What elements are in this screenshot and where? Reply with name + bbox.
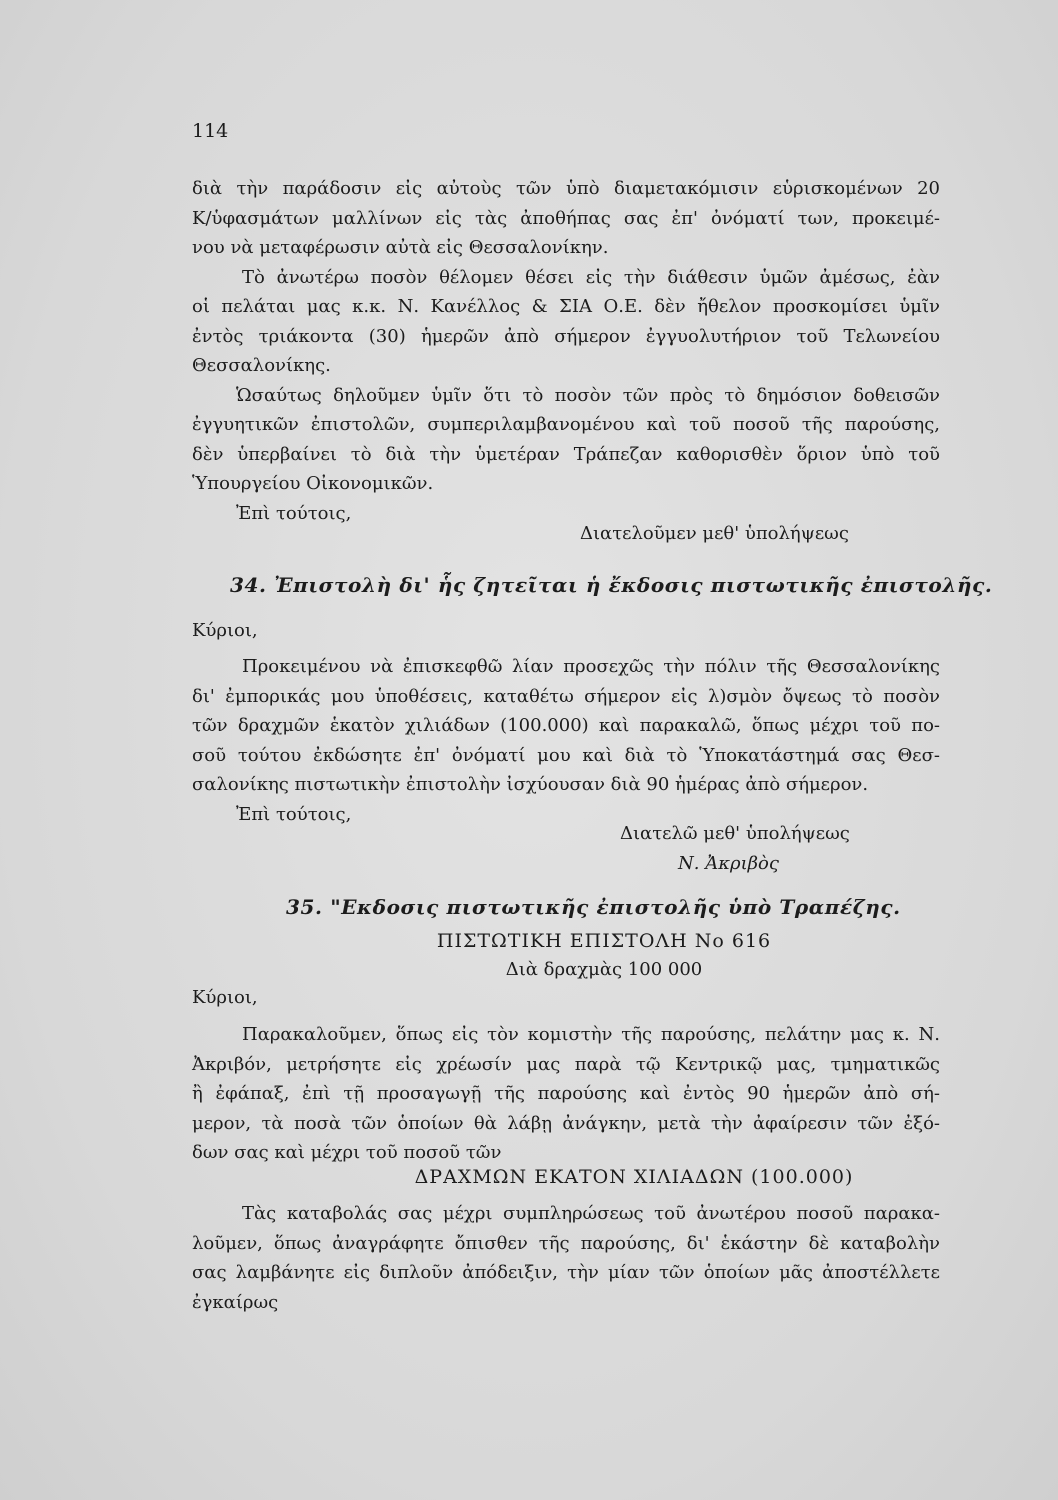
- section-title: "Εκδοσις πιστωτικῆς ἐπιστολῆς ὑπὸ Τραπέζης.: [330, 895, 901, 919]
- section-number: 35.: [286, 895, 323, 919]
- text-line: σαλονίκης πιστωτικὴν ἐπιστολὴν ἰσχύουσαν διὰ 90 ἡμέρας ἀπὸ σήμερον.: [192, 774, 869, 795]
- credit-letter-body-continued: [192, 1199, 940, 1317]
- text-line: Τὸ ἀνωτέρω ποσὸν θέλομεν θέσει εἰς τὴν διάθεσιν ὑμῶν ἀμέσως, ἐὰν: [242, 266, 940, 288]
- text-line: Ὡσαύτως δηλοῦμεν ὑμῖν ὅτι τὸ ποσὸν τῶν πρὸς τὸ δημόσιον δοθεισῶν: [236, 384, 940, 406]
- signature: Ν. Ἀκριβὸς: [678, 853, 779, 874]
- text-line: ἐγγυητικῶν ἐπιστολῶν, συμπεριλαμβανομένου καὶ τοῦ ποσοῦ τῆς παρούσης,: [192, 414, 940, 435]
- text-line: λοῦμεν, ὅπως ἀναγράφητε ὄπισθεν τῆς παρούσης, δι' ἑκάστην δὲ καταβολὴν: [192, 1232, 940, 1254]
- section-34-heading: [230, 573, 992, 597]
- text-line: Τὰς καταβολάς σας μέχρι συμπληρώσεως τοῦ ἀνωτέρου ποσοῦ παρακα-: [242, 1203, 940, 1224]
- amount-in-words: ΔΡΑΧΜΩΝ ΕΚΑΤΟΝ ΧΙΛΙΑΔΩΝ (100.000): [414, 1166, 854, 1188]
- document-title: ΠΙΣΤΩΤΙΚΗ ΕΠΙΣΤΟΛΗ Νο 616: [436, 930, 772, 952]
- letter-body: [192, 652, 940, 829]
- section-35-heading: [286, 895, 901, 919]
- credit-letter-body: [192, 1020, 940, 1168]
- section-number: 34.: [230, 573, 267, 597]
- letter-continuation: [192, 174, 940, 528]
- text-line: Θεσσαλονίκης.: [192, 355, 331, 376]
- text-line: ἐγκαίρως: [192, 1291, 279, 1313]
- text-line: Παρακαλοῦμεν, ὅπως εἰς τὸν κομιστὴν τῆς παρούσης, πελάτην μας κ. Ν.: [242, 1024, 940, 1045]
- text-line: ἐντὸς τριάκοντα (30) ἡμερῶν ἀπὸ σήμερον ἐγγυολυτήριον τοῦ Τελωνείου: [192, 325, 940, 347]
- text-line: Κ/ὑφασμάτων μαλλίνων εἰς τὰς ἀποθήπας σας ἐπ' ὀνόματί των, προκειμέ-: [192, 207, 940, 229]
- text-line: ἢ ἐφάπαξ, ἐπὶ τῇ προσαγωγῇ τῆς παρούσης καὶ ἐντὸς 90 ἡμερῶν ἀπὸ σή-: [192, 1083, 940, 1104]
- document-amount: Διὰ δραχμὰς 100 000: [505, 959, 703, 980]
- text-line: οἱ πελάται μας κ.κ. Ν. Κανέλλος & ΣΙΑ Ο.Ε. δὲν ἤθελον προσκομίσει ὑμῖν: [192, 296, 940, 317]
- text-line: σοῦ τούτου ἐκδώσητε ἐπ' ὀνόματί μου καὶ διὰ τὸ Ὑποκατάστημά σας Θεσ-: [192, 744, 940, 766]
- text-line: σας λαμβάνητε εἰς διπλοῦν ἀπόδειξιν, τὴν μίαν τῶν ὁποίων μᾶς ἀποστέλλετε: [192, 1262, 940, 1283]
- text-line: Ἐπὶ τούτοις,: [236, 502, 352, 524]
- text-line: νου νὰ μεταφέρωσιν αὐτὰ εἰς Θεσσαλονίκην.: [192, 237, 609, 258]
- text-line: μερον, τὰ ποσὰ τῶν ὁποίων θὰ λάβῃ ἀνάγκην, μετὰ τὴν ἀφαίρεσιν τῶν ἐξό-: [192, 1112, 940, 1134]
- text-line: Προκειμένου νὰ ἐπισκεφθῶ λίαν προσεχῶς τὴν πόλιν τῆς Θεσσαλονίκης: [242, 656, 940, 677]
- closing-formula: Διατελῶ μεθ' ὑπολήψεως: [620, 823, 850, 844]
- text-line: τῶν δραχμῶν ἑκατὸν χιλιάδων (100.000) καὶ παρακαλῶ, ὅπως μέχρι τοῦ πο-: [192, 715, 940, 736]
- text-line: δων σας καὶ μέχρι τοῦ ποσοῦ τῶν: [192, 1142, 502, 1163]
- text-line: δὲν ὑπερβαίνει τὸ διὰ τὴν ὑμετέραν Τράπεζαν καθορισθὲν ὅριον ὑπὸ τοῦ: [192, 443, 940, 465]
- text-line: Ἀκριβόν, μετρήσητε εἰς χρέωσίν μας παρὰ τῷ Κεντρικῷ μας, τμηματικῶς: [192, 1053, 940, 1075]
- page-number: 114: [192, 120, 229, 142]
- closing-formula: Διατελοῦμεν μεθ' ὑπολήψεως: [580, 523, 849, 544]
- salutation: Κύριοι,: [192, 620, 258, 641]
- text-line: Ὑπουργείου Οἰκονομικῶν.: [192, 473, 434, 494]
- text-line: Ἐπὶ τούτοις,: [236, 803, 352, 825]
- salutation: Κύριοι,: [192, 987, 258, 1008]
- section-title: Ἐπιστολὴ δι' ἧς ζητεῖται ἡ ἔκδοσις πιστωτικῆς ἐπιστολῆς.: [274, 573, 993, 597]
- text-line: διὰ τὴν παράδοσιν εἰς αὐτοὺς τῶν ὑπὸ διαμετακόμισιν εὑρισκομένων 20: [192, 178, 940, 199]
- text-line: δι' ἐμπορικάς μου ὑποθέσεις, καταθέτω σήμερον εἰς λ)σμὸν ὄψεως τὸ ποσὸν: [192, 685, 940, 707]
